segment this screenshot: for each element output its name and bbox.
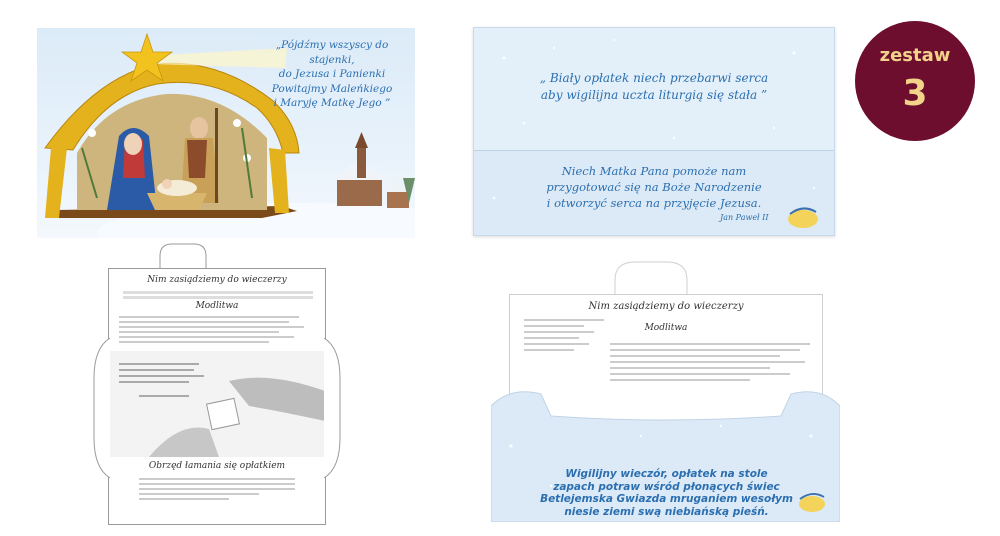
- nativity-verse: [257, 38, 407, 111]
- template-right-flap: [322, 338, 342, 478]
- verse-line: „ Biały opłatek niech przebarwi serca: [539, 71, 769, 85]
- template-left-flap: [92, 338, 112, 478]
- card-left-column: [524, 315, 604, 355]
- envelope-tab: [611, 258, 691, 298]
- verse-line: Wigilijny wieczór, opłatek na stole: [565, 468, 768, 480]
- verse-line: niesie ziemi swą niebiańską pieśń.: [564, 505, 769, 518]
- nativity-card: [37, 28, 415, 238]
- verse-line: Powitajmy Maleńkiego: [271, 82, 393, 95]
- badge-number: 3: [902, 73, 928, 114]
- pocket-verse: [519, 468, 814, 518]
- brand-logo-icon: [786, 204, 820, 230]
- template-sheet: [108, 268, 326, 525]
- badge-label: zestaw: [879, 45, 951, 66]
- verse-line: „Pójdźmy wszyscy do stajenki,: [275, 39, 389, 66]
- set-number-badge: [855, 21, 975, 141]
- template-prayer-text: [119, 313, 315, 346]
- verse-line: przygotować się na Boże Narodzenie: [546, 180, 762, 194]
- template-heading: Nim zasiądziemy do wieczerzy: [147, 275, 287, 285]
- verse-line: do Jezusa i Panienki: [278, 68, 386, 80]
- template-prayer-heading: Modlitwa: [195, 301, 239, 311]
- envelope-template-flat: [108, 242, 326, 524]
- verse-line: i Maryję Matkę Jego ”: [273, 97, 391, 109]
- envelope-opened: [491, 258, 840, 522]
- card-prayer-text: [610, 339, 810, 385]
- verse-line: aby wigilijna uczta liturgią się stała ”: [540, 88, 768, 102]
- template-text-block: [123, 289, 313, 301]
- verse-line: Betlejemska Gwiazda mruganiem wesołym: [540, 493, 793, 505]
- signature: Jan Paweł II: [720, 213, 769, 222]
- envelope-verse-top: [514, 70, 794, 104]
- verse-line: i otworzyć serca na przyjęcie Jezusa.: [546, 196, 762, 210]
- hands-illustration: [109, 351, 325, 457]
- card-heading: Nim zasiądziemy do wieczerzy: [588, 301, 744, 312]
- envelope-closed: [473, 27, 835, 236]
- template-bottom-text: [139, 475, 295, 503]
- card-prayer-heading: Modlitwa: [644, 323, 688, 333]
- template-bottom-heading: Obrzęd łamania się opłatkiem: [148, 461, 286, 471]
- envelope-verse-bottom: [514, 163, 794, 211]
- verse-line: Niech Matka Pana pomoże nam: [561, 164, 747, 178]
- verse-line: zapach potraw wśród płonących świec: [553, 480, 780, 493]
